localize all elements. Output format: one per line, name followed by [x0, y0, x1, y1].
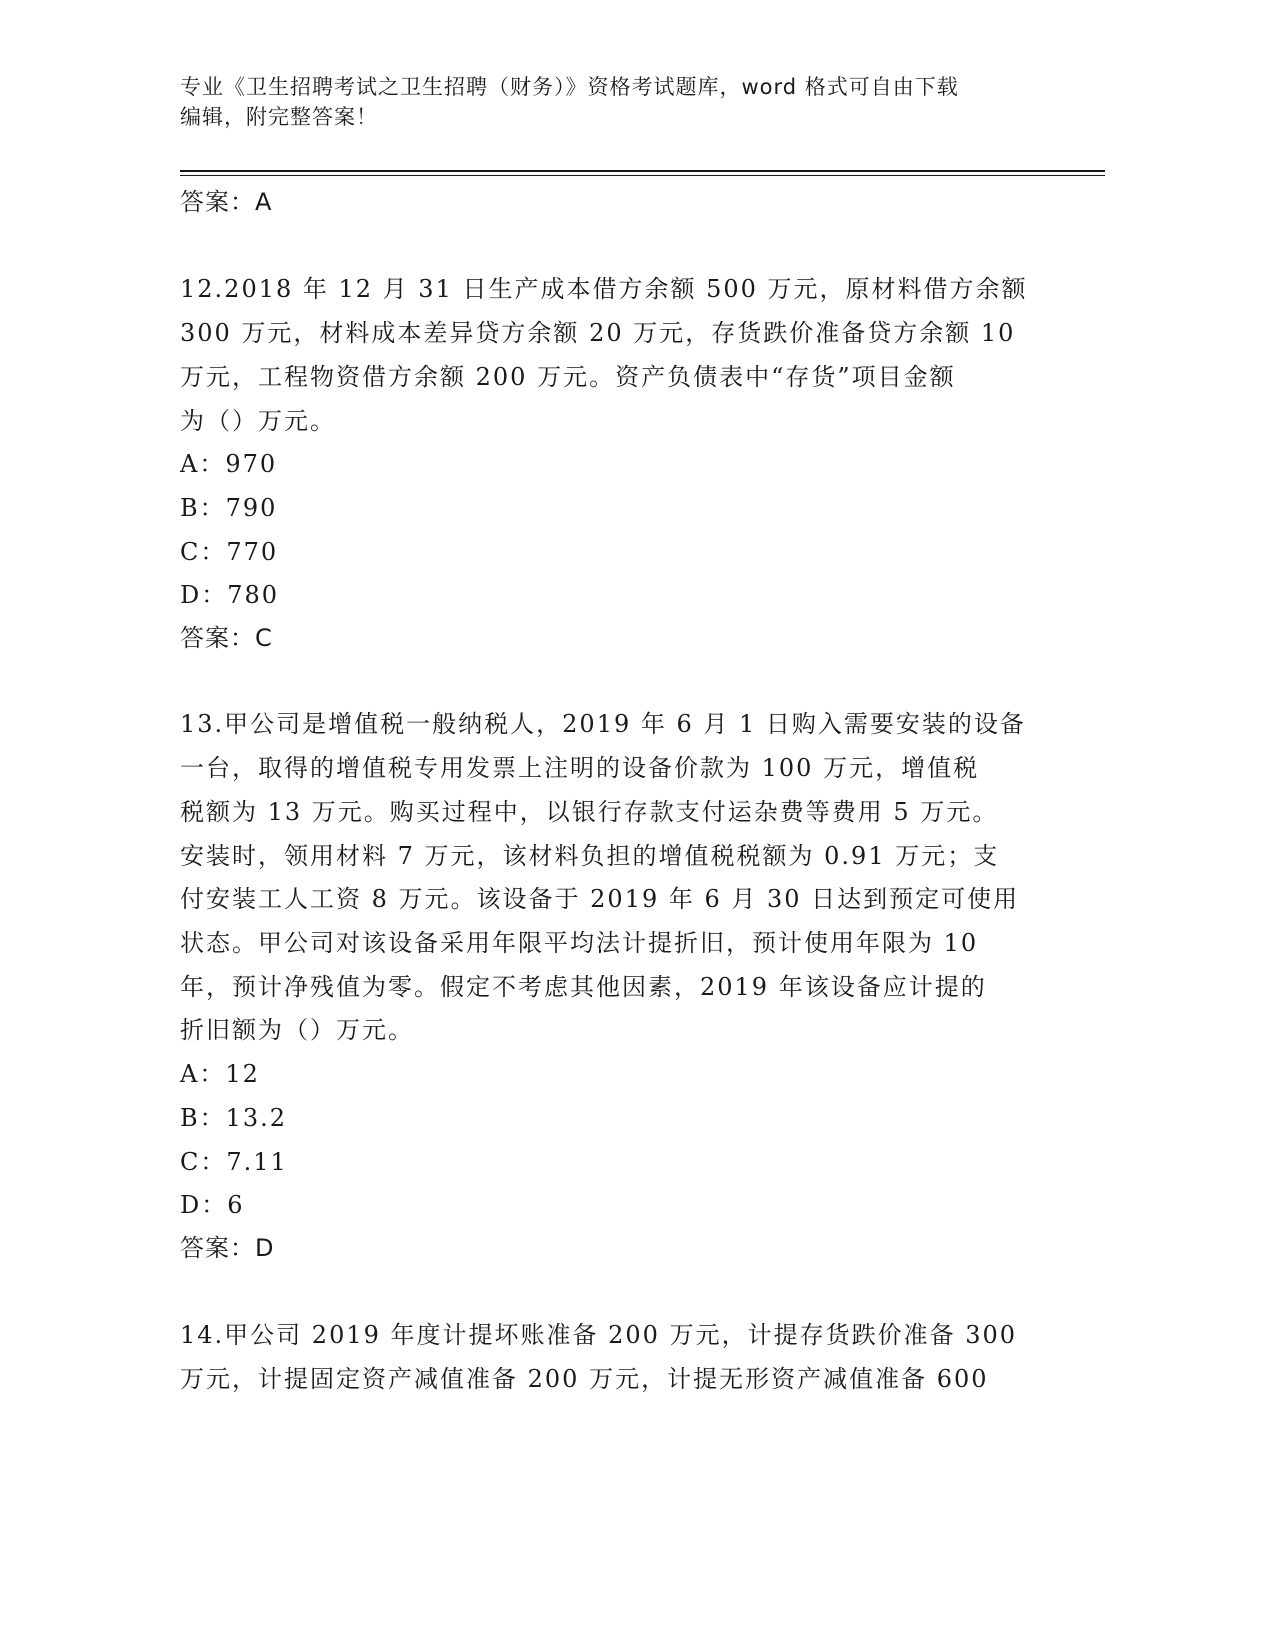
q13-answer: 答案：D	[180, 1234, 275, 1262]
q13-line-5: 付安装工人工资 8 万元。该设备于 2019 年 6 月 30 日达到预定可使用	[180, 885, 1020, 913]
q14-line-1: 14.甲公司 2019 年度计提坏账准备 200 万元，计提存货跌价准备 300	[180, 1321, 1018, 1349]
q12-option-b: B：790	[180, 494, 278, 522]
q12-line-3: 万元，工程物资借方余额 200 万元。资产负债表中“存货”项目金额	[180, 363, 956, 391]
q12-option-c: C：770	[180, 538, 279, 566]
q12-line-4: 为（）万元。	[180, 407, 336, 435]
q13-line-2: 一台，取得的增值税专用发票上注明的设备价款为 100 万元，增值税	[180, 754, 980, 782]
q13-line-3: 税额为 13 万元。购买过程中，以银行存款支付运杂费等费用 5 万元。	[180, 798, 999, 826]
q13-line-8: 折旧额为（）万元。	[180, 1016, 414, 1044]
q13-option-a: A：12	[180, 1060, 260, 1088]
q13-option-d: D：6	[180, 1191, 245, 1219]
header-rule-thick	[180, 170, 1105, 172]
q13-line-7: 年，预计净残值为零。假定不考虑其他因素，2019 年该设备应计提的	[180, 973, 987, 1001]
document-header	[180, 72, 1080, 132]
q14-line-2: 万元，计提固定资产减值准备 200 万元，计提无形资产减值准备 600	[180, 1365, 989, 1393]
q12-option-d: D：780	[180, 581, 280, 609]
q13-option-b: B：13.2	[180, 1104, 288, 1132]
q12-answer: 答案：C	[180, 624, 273, 652]
q13-line-6: 状态。甲公司对该设备采用年限平均法计提折旧，预计使用年限为 10	[180, 929, 979, 957]
q12-line-2: 300 万元，材料成本差异贷方余额 20 万元，存货跌价准备贷方余额 10	[180, 319, 1016, 347]
header-line-1: 专业《卫生招聘考试之卫生招聘（财务）》资格考试题库，word 格式可自由下载	[180, 75, 959, 99]
q13-option-c: C：7.11	[180, 1148, 288, 1176]
answer-prev: 答案：A	[180, 188, 273, 216]
q13-line-4: 安装时，领用材料 7 万元，该材料负担的增值税税额为 0.91 万元；支	[180, 842, 1000, 870]
q13-line-1: 13.甲公司是增值税一般纳税人，2019 年 6 月 1 日购入需要安装的设备	[180, 710, 1026, 738]
header-line-2: 编辑，附完整答案！	[180, 105, 378, 129]
q12-line-1: 12.2018 年 12 月 31 日生产成本借方余额 500 万元，原材料借方余额	[180, 275, 1028, 303]
header-rule-thin	[180, 175, 1105, 176]
q12-option-a: A：970	[180, 450, 278, 478]
